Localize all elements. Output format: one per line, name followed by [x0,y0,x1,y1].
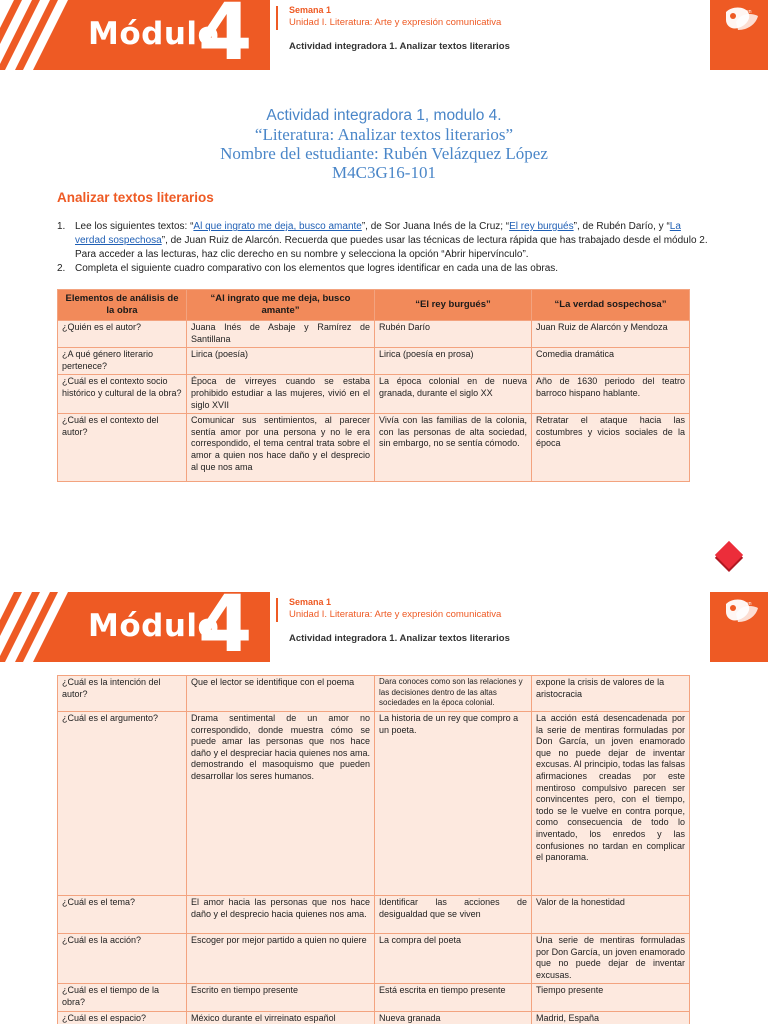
banner-info-panel [270,0,710,70]
table-cell: ¿Cuál es el argumento? [58,712,187,896]
table-cell: Valor de la honestidad [532,896,690,934]
table-cell: La historia de un rey que compro a un poeta. [375,712,532,896]
table-cell: Escrito en tiempo presente [187,984,375,1011]
table-cell: Época de virreyes cuando se estaba prohibido estudiar a las mujeres, vivió en el siglo XVII [187,375,375,414]
table-cell: El amor hacia las personas que nos hace daño y el desprecio hacia quienes nos ama. [187,896,375,934]
activity-label: Actividad integradora 1. Analizar textos literarios [289,633,510,644]
instruction-number: 2. [57,263,66,274]
table-cell: La compra del poeta [375,934,532,984]
instruction-text: ”, de Rubén Darío, y “ [573,221,670,232]
instruction-item-2 [57,262,713,276]
page-corner-diamond [715,541,743,569]
banner-info-panel [270,592,710,662]
table-cell: Nueva granada [375,1011,532,1024]
link-al-que-ingrato[interactable]: Al que ingrato me deja, busco amante [193,221,362,232]
section-heading: Analizar textos literarios [57,190,214,205]
table-cell: Año de 1630 periodo del teatro barroco hispano hablante. [532,375,690,414]
link-el-rey-burgues[interactable]: El rey burgués [509,221,574,232]
table-row [58,321,690,348]
table-row [58,712,690,896]
table-row [58,896,690,934]
table-row [58,1011,690,1024]
week-label: Semana 1 [289,597,332,607]
unit-label: Unidad I. Literatura: Arte y expresión comunicativa [289,609,502,620]
table-cell: ¿Cuál es el contexto socio histórico y cultural de la obra? [58,375,187,414]
table-cell: Dara conoces como son las relaciones y las decisiones dentro de las altas sociedades en la época colonial. [375,676,532,712]
table-row [58,934,690,984]
table-cell: Madrid, España [532,1011,690,1024]
unit-label: Unidad I. Literatura: Arte y expresión comunicativa [289,17,502,28]
table-cell: ¿Cuál es el espacio? [58,1011,187,1024]
table-cell: Escoger por mejor partido a quien no quiere [187,934,375,984]
table-header-row [58,290,690,321]
table-cell: Una serie de mentiras formuladas por Don García, un joven enamorado que no puede dejar de inventar excusas. [532,934,690,984]
table-row [58,984,690,1011]
divider-line [276,598,278,622]
instruction-item-1 [57,220,713,262]
table-cell: ¿Cuál es el contexto del autor? [58,414,187,482]
header-cell-elements: Elementos de análisis de la obra [58,290,187,321]
table-cell: Está escrita en tiempo presente [375,984,532,1011]
table-row [58,375,690,414]
table-cell: Que el lector se identifique con el poema [187,676,375,712]
table-cell: Comunicar sus sentimientos, al parecer sentía amor por una persona y no le era correspondido, el tema central trata sobre el amor a quien nos hace daño y el desprecio al que nos ama [187,414,375,482]
header-cell-el-rey-burgues: “El rey burgués” [375,290,532,321]
table-cell: Tiempo presente [532,984,690,1011]
table-cell: Lirica (poesía en prosa) [375,348,532,375]
table-cell: Rubén Darío [375,321,532,348]
comparison-table-part-2 [57,675,690,1024]
week-label: Semana 1 [289,5,332,15]
instruction-number: 1. [57,221,66,232]
svg-text:en: en [746,9,752,15]
group-code: M4C3G16-101 [332,163,436,182]
table-row [58,414,690,482]
table-cell: ¿Quién es el autor? [58,321,187,348]
module-banner-second-page [0,592,768,662]
table-cell: México durante el virreinato español [187,1011,375,1024]
divider-line [276,6,278,30]
instruction-text: ”, de Juan Ruiz de Alarcón. Recuerda que puedes usar las técnicas de lectura rápida que has trabajado desde el módulo 2. Para acceder a las lecturas, haz clic derecho en su nombre y selecciona la opción “Abrir hipervínculo”. [75,235,708,260]
instruction-text: Completa el siguiente cuadro comparativo con los elementos que logres identificar en cada una de las obras. [75,263,559,274]
header-cell-al-ingrato: “Al ingrato que me deja, busco amante” [187,290,375,321]
module-number: 4 [198,0,253,70]
instruction-text: ”, de Sor Juana Inés de la Cruz; “ [361,221,510,232]
instruction-text: Lee los siguientes textos: “ [75,221,194,232]
table-cell: Drama sentimental de un amor no correspondido, donde muestra cómo se puede amar las personas que nos hace daño y el despreciar hacia quienes nos ama. demostrando el masoquismo que pueden desarrollar los seres humanos. [187,712,375,896]
table-cell: expone la crisis de valores de la aristocracia [532,676,690,712]
table-cell: Comedia dramática [532,348,690,375]
header-cell-la-verdad-sospechosa: “La verdad sospechosa” [532,290,690,321]
table-cell: Lirica (poesía) [187,348,375,375]
table-cell: Vivía con las familias de la colonia, con las personas de alta sociedad, sin embargo, no se sentía cómodo. [375,414,532,482]
table-cell: La acción está desencadenada por la serie de mentiras formuladas por Don García, un joven enamorado que no puede dejar de inventar excusas. Al principio, todas las falsas afirmaciones creadas por este mentiroso compulsivo parecen ser convincentes pero, con el tiempo, todo se le vuelve en contra porque, como consecuencia de todo lo inventado, los enredos y las confusiones no tardan en complicar el panorama. [532,712,690,896]
table-cell: Retratar el ataque hacia las costumbres y vicios sociales de la época [532,414,690,482]
table-row [58,348,690,375]
table-cell: ¿Cuál es la intención del autor? [58,676,187,712]
module-number: 4 [198,592,253,662]
table-row [58,676,690,712]
table-cell: ¿A qué género literario pertenece? [58,348,187,375]
instructions-list [57,220,713,276]
table-cell: Juan Ruiz de Alarcón y Mendoza [532,321,690,348]
prepa-en-linea-logo [722,4,762,34]
table-cell: Identificar las acciones de desigualdad que se viven [375,896,532,934]
title-line-2: “Literatura: Analizar textos literarios” [254,125,514,144]
activity-label: Actividad integradora 1. Analizar textos literarios [289,41,510,52]
module-label: Módulo [88,608,220,644]
document-title [0,106,768,182]
table-cell: ¿Cuál es el tema? [58,896,187,934]
module-label: Módulo [88,16,220,52]
prepa-en-linea-logo [722,596,762,626]
link-la-verdad-sospechosa[interactable]: La verdad sospechosa [75,221,681,246]
module-banner-top [0,0,768,70]
table-cell: ¿Cuál es el tiempo de la obra? [58,984,187,1011]
svg-text:en: en [746,601,752,607]
title-line-1: Actividad integradora 1, modulo 4. [266,107,502,124]
table-cell: Juana Inés de Asbaje y Ramírez de Santillana [187,321,375,348]
student-name: Nombre del estudiante: Rubén Velázquez López [220,144,548,163]
table-cell: La época colonial en de nueva granada, durante el siglo XX [375,375,532,414]
table-cell: ¿Cuál es la acción? [58,934,187,984]
comparison-table-part-1 [57,289,690,482]
